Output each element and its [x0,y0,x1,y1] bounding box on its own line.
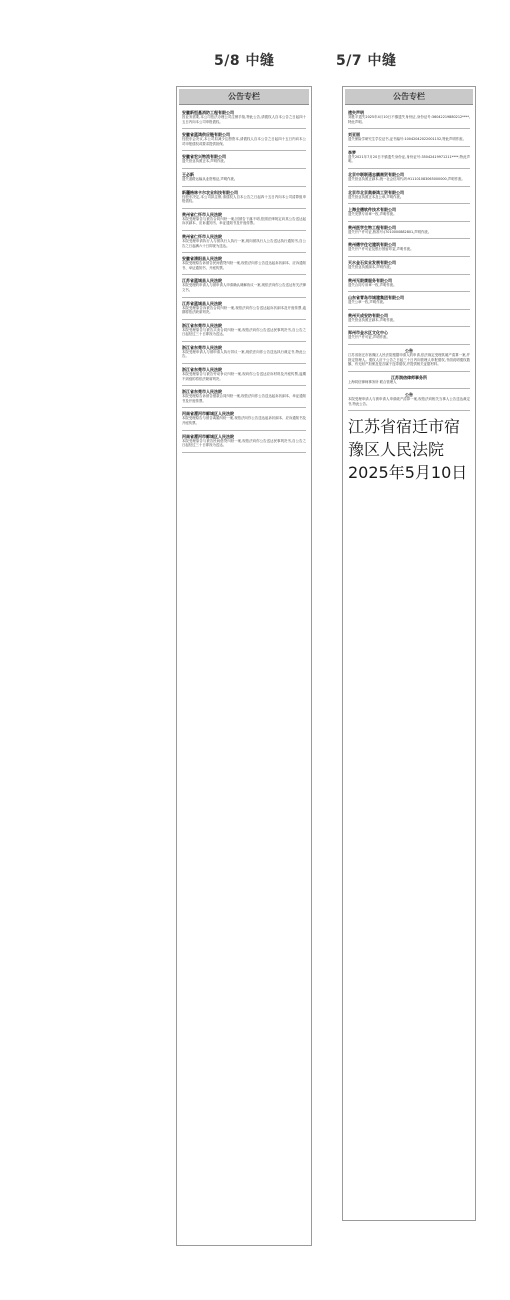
notice-body: 本院受理原告与被告买卖合同纠纷一案,现依法向你公告送达民事判决书,自公告之日起经过三十日即视为送达。 [182,327,306,337]
notice-title: 安徽省蓝鸿供应链有限公司 [182,132,230,138]
notice-body: 遗失2021年7月20日不慎遗失身份证,身份证号:35042419971211****,特此声明。 [348,154,470,164]
notice-title: 李梦 [348,149,356,155]
notice-title: 公告 [405,347,413,353]
notice-title: 贵州无限康服务有限公司 [348,277,392,283]
notice-body: 遗失营业执照正副本,声明作废。 [348,317,397,322]
notice-item [348,190,470,200]
notice-title: 浙江省东莞市人民法院 [182,322,222,328]
divider [348,291,470,292]
divider [182,252,306,253]
notice-body: 遗失道路运输从业资格证,声明作废。 [182,176,238,181]
notice-column-right [342,86,476,1221]
notice-title: 天水金石实业发展有限公司 [348,259,396,265]
notice-item [182,389,306,403]
notice-item [182,367,306,381]
notice-title: 安徽新恒基消防工程有限公司 [182,110,234,115]
notice-body: 本院受理申请执行人与被执行人执行一案,现向被执行人公告送达执行通知书,自公告之日起满六十日即视为送达。 [182,238,306,248]
divider [182,385,306,386]
column-header: 公告专栏 [345,89,473,105]
notice-item [348,225,470,235]
notice-body: 本院受理申请人与被申请人执行异议一案,现依法向你公告送达执行裁定书,特此公告。 [182,349,306,359]
notice-item [348,348,470,367]
notice-title: 北京市北京奥泰鸿工贸有限公司 [348,189,404,195]
notice-item [182,172,306,182]
notice-body: 遗失营业执照正本,声明作废。 [182,159,228,164]
divider [348,186,470,187]
notice-title: 江苏省蓝城县人民法院 [182,300,222,306]
notice-item [182,110,306,124]
notice-item [348,172,470,182]
notice-item [348,150,470,164]
divider [182,168,306,169]
notice-title: 公告 [405,392,413,398]
notice-item [182,154,306,164]
notice-body: 遗失保险学研究生学位证书,证书编号:10042042022001152,特此声明作废。 [348,137,466,142]
notice-body: 遗失公章一枚,声明作废。 [348,300,387,305]
notice-body: 遗失开户许可证,声明作废。 [348,335,390,340]
notice-item [348,375,470,385]
divider [182,230,306,231]
notice-item [182,256,306,270]
notice-body: 本院受理原告与被告离婚纠纷一案,现依法向你公告送达起诉状副本、应诉通知书及开庭传票。 [182,416,306,426]
divider [348,256,470,257]
notice-body: 江苏省宿迁市宿豫区人民法院根据申请人的申请,依法裁定受理其破产清算一案,并指定管理人。债权人应于公告之日起三十日内向管理人申报债权,书面说明债权数额、有无财产担保及是否属于连带债权,并提供相关证据材料。 [348,352,470,367]
notice-body: 遗失开户许可证及银行预留印鉴,声明作废。 [348,247,414,252]
page-label-left: 5/8 中缝 [214,53,275,69]
notice-body: 遗失合同专用章一枚,声明作废。 [348,282,397,287]
divider [348,344,470,345]
notice-item [348,392,470,406]
notice-body: 经股东会决议,本公司拟减少注册资本,请债权人自本公告之日起四十五日内向本公司申报债权或要求提供担保。 [182,137,306,146]
divider [182,341,306,342]
divider [182,150,306,151]
notice-title: 北京中联联通志鹏商贸有限公司 [348,171,404,177]
notice-item [182,132,306,146]
divider [348,326,470,327]
notice-title: 安徽省宏兴物流有限公司 [182,154,226,160]
divider [182,363,306,364]
notice-item [348,313,470,323]
notice-item [182,411,306,425]
notice-title: 贵州省仁怀市人民法院 [182,233,222,239]
notice-title: 河南省漯河市郾城区人民法院 [182,433,234,439]
notice-title: 王必新 [182,171,194,177]
divider [348,221,470,222]
divider [348,146,470,147]
notice-title: 贵州省仁怀市人民法院 [182,211,222,217]
divider [348,238,470,239]
divider [182,208,306,209]
notice-body: 本院受理原告与被告合同纠纷一案,因被告下落不明,依照法律规定向其公告送达起诉状副本、应诉通知书、举证通知书及开庭传票。 [182,216,306,226]
notice-item [348,207,470,217]
divider [182,186,306,187]
divider [182,452,306,453]
divider [182,430,306,431]
notice-title: 新疆格林卡尔农业科技有限公司 [182,189,238,195]
notice-item [182,434,306,448]
notice-item [348,295,470,305]
divider [348,203,470,204]
notice-item [182,345,306,359]
notice-body: 本院受理原告诉被告合同纠纷一案,现依法向你公告送达起诉状副本及开庭传票,逾期将依法缺席判决。 [182,305,306,315]
divider [348,410,470,411]
notice-signature: 江苏省宿迁市宿豫区人民法院 2025年5月10日 [348,417,468,483]
divider [348,309,470,310]
notice-body: 经股东决定,本公司拟注销,请债权人自本公告之日起四十五日内向本公司清算组申报债权。 [182,194,306,204]
notice-title: 刘亚丽 [348,132,360,138]
notice-body: 遗失发票专用章一枚,声明作废。 [348,212,397,217]
notice-item [348,278,470,288]
notice-item [182,190,306,204]
notice-item [182,301,306,315]
notice-body: 上海同信律师事务所 联合管理人 [348,379,397,384]
notice-body: 本院受理原告与被告劳动争议纠纷一案,现向你公告送达应诉材料及开庭传票,逾期不到庭的将依法缺席判决。 [182,372,306,381]
notice-body: 遗失营业执照正本及公章,声明作废。 [348,194,404,199]
notice-body: 本院受理原告诉被告借款合同纠纷一案,现依法向你公告送达起诉状副本、举证通知书及开庭传票。 [182,394,306,403]
notice-title: 浙江省东莞市人民法院 [182,389,222,395]
divider [348,274,470,275]
notice-title: 上海全德软件技术有限公司 [348,207,396,213]
notice-item [182,323,306,337]
notice-body: 刘胜平遗失2025年4月10日不慎遗失身份证,身份证号:36042219880212****,特此声明。 [348,115,470,124]
notice-body: 本院受理申请人与被申请人申请破产清算一案,现依法向相关当事人公告送达裁定书,特此公告。 [348,397,470,406]
notice-list [343,107,475,486]
notice-title: 浙江省东莞市人民法院 [182,367,222,373]
notice-item [182,278,306,292]
notice-column-left [176,86,312,1246]
notice-title: 安徽省清阳县人民法院 [182,256,222,262]
notice-item [348,242,470,252]
notice-title: 遗失声明 [348,110,364,115]
notice-title: 江苏省蓝城县人民法院 [182,278,222,284]
notice-body: 遗失营业执照正副本,统一社会信用代码:911101083065000000,声明作废。 [348,176,465,181]
notice-title: 郑州市金水区文化中心 [348,330,388,336]
divider [182,297,306,298]
notice-body: 本院受理原告诉被告民间借贷纠纷一案,现依法向你公告送达起诉状副本、应诉通知书、举证通知书、开庭传票。 [182,261,306,270]
notice-body: 遗失开户许可证,核准号:J7010000882801,声明作废。 [348,229,432,234]
notice-title: 山东省青岛市城建集团有限公司 [348,295,404,301]
column-header: 公告专栏 [179,89,309,105]
divider [182,407,306,408]
notice-title: 贵州天成安防有限公司 [348,312,388,318]
notice-list [177,107,311,459]
notice-title: 河南省漯河市郾城区人民法院 [182,411,234,417]
notice-title: 贵州德宇住宅建筑有限公司 [348,242,396,248]
notice-item [348,330,470,340]
divider [348,371,470,372]
notice-item [348,260,470,270]
notice-body: 因业务需要,本公司依法办理公司注销手续,特此公告,请债权人自本公告之日起四十五日内向本公司申报债权。 [182,115,306,124]
notice-item [348,110,470,124]
notice-item [348,132,470,142]
divider [348,128,470,129]
divider [348,388,470,389]
notice-body: 本院受理的申请人与被申请人申请确认调解协议一案,现依法向你公告送达有关法律文书。 [182,283,306,292]
notice-body: 遗失营业执照副本,声明作废。 [348,264,394,269]
divider [182,274,306,275]
notice-title: 江苏润信律师事务所 [391,374,427,380]
divider [182,128,306,129]
notice-title: 贵州医学生物工程有限公司 [348,224,396,230]
notice-title: 浙江省东莞市人民法院 [182,344,222,350]
page-label-right: 5/7 中缝 [336,53,397,69]
notice-item [182,234,306,248]
notice-body: 本院受理原告与被告民间借贷纠纷一案,现依法向你公告送达民事判决书,自公告之日起经过三十日即视为送达。 [182,438,306,448]
divider [348,168,470,169]
notice-item [182,212,306,226]
divider [182,319,306,320]
